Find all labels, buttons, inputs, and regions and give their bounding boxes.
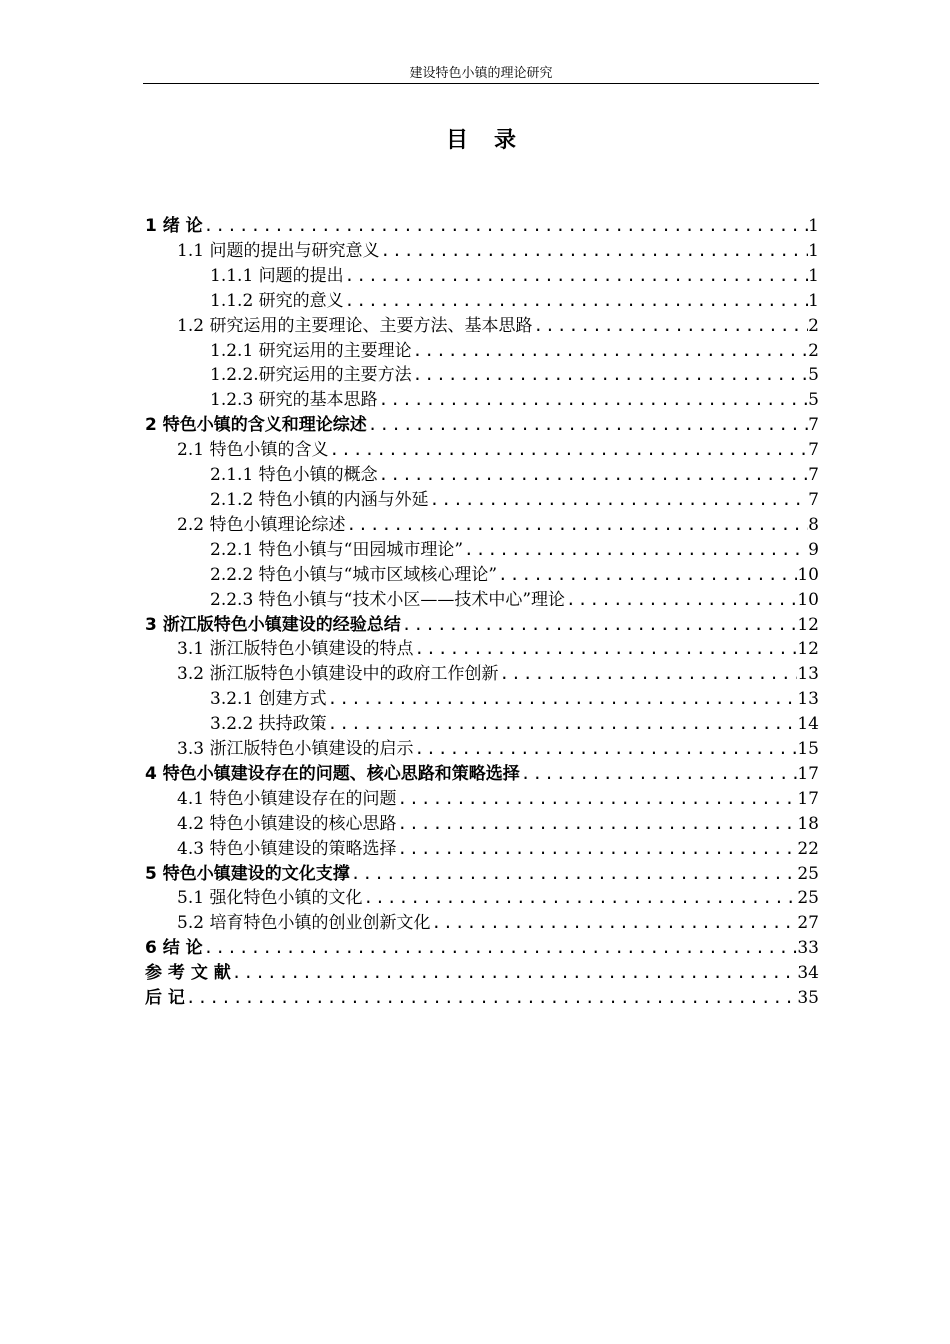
- toc-entry-page: 2: [808, 315, 819, 336]
- toc-entry-label: 1.2.2.研究运用的主要方法: [210, 365, 412, 386]
- toc-entry-page: 7: [808, 440, 819, 461]
- toc-entry[interactable]: [143, 538, 819, 563]
- toc-dot-leader: [185, 986, 797, 1011]
- toc-entry-label: 3.2.1 创建方式: [210, 689, 327, 710]
- toc-dot-leader: [412, 363, 809, 388]
- toc-dot-leader: [231, 961, 798, 986]
- toc-entry[interactable]: [143, 886, 819, 911]
- toc-entry-page: 7: [808, 489, 819, 510]
- toc-entry-page: 1: [808, 240, 819, 261]
- toc-dot-leader: [497, 563, 797, 588]
- toc-entry[interactable]: [143, 687, 819, 712]
- toc-entry[interactable]: [143, 837, 819, 862]
- toc-entry[interactable]: [143, 289, 819, 314]
- toc-dot-leader: [413, 637, 797, 662]
- toc-entry[interactable]: [143, 936, 819, 961]
- toc-entry[interactable]: [143, 239, 819, 264]
- toc-dot-leader: [345, 513, 808, 538]
- toc-dot-leader: [203, 214, 809, 239]
- toc-entry-page: 1: [808, 216, 819, 236]
- toc-dot-leader: [396, 837, 797, 862]
- toc-entry-page: 27: [797, 913, 819, 934]
- toc-entry-label: 2.1.1 特色小镇的概念: [210, 465, 378, 486]
- toc-dot-leader: [362, 886, 797, 911]
- toc-entry-label: 3.2.2 扶持政策: [210, 714, 327, 735]
- toc-entry-label: 3 浙江版特色小镇建设的经验总结: [145, 614, 401, 635]
- toc-dot-leader: [203, 936, 798, 961]
- toc-entry-label: 参 考 文 献: [145, 963, 231, 984]
- toc-entry[interactable]: [143, 588, 819, 613]
- toc-entry-page: 17: [797, 788, 819, 809]
- toc-dot-leader: [430, 911, 797, 936]
- toc-dot-leader: [412, 339, 809, 364]
- toc-entry-page: 5: [808, 390, 819, 411]
- toc-entry-label: 5.1 强化特色小镇的文化: [177, 888, 363, 909]
- toc-entry[interactable]: [143, 463, 819, 488]
- toc-entry-label: 5.2 培育特色小镇的创业创新文化: [177, 913, 431, 934]
- toc-entry-label: 1.2.1 研究运用的主要理论: [210, 340, 412, 361]
- toc-entry-label: 1.1 问题的提出与研究意义: [177, 240, 380, 261]
- toc-entry[interactable]: [143, 438, 819, 463]
- toc-entry-page: 5: [808, 365, 819, 386]
- toc-dot-leader: [401, 613, 798, 638]
- toc-dot-leader: [350, 862, 798, 887]
- toc-entry[interactable]: [143, 488, 819, 513]
- toc-entry-page: 33: [797, 938, 819, 959]
- toc-entry-label: 3.2 浙江版特色小镇建设中的政府工作创新: [177, 664, 499, 685]
- toc-entry-page: 1: [808, 265, 819, 286]
- toc-entry-page: 12: [797, 614, 819, 635]
- toc-entry-page: 10: [797, 564, 819, 585]
- toc-entry-page: 12: [797, 639, 819, 660]
- toc-entry[interactable]: [143, 513, 819, 538]
- toc-entry-label: 2 特色小镇的含义和理论综述: [145, 415, 367, 436]
- toc-entry[interactable]: [143, 339, 819, 364]
- toc-entry-label: 1 绪 论: [145, 216, 203, 236]
- toc-dot-leader: [378, 388, 809, 413]
- toc-entry-label: 1.1.1 问题的提出: [210, 265, 344, 286]
- toc-entry-label: 2.2 特色小镇理论综述: [177, 514, 346, 535]
- toc-entry-label: 5 特色小镇建设的文化支撑: [145, 863, 350, 884]
- toc-entry-page: 35: [797, 988, 819, 1009]
- toc-entry-label: 2.1 特色小镇的含义: [177, 440, 329, 461]
- toc-entry[interactable]: [143, 662, 819, 687]
- toc-entry-page: 1: [808, 290, 819, 311]
- toc-entry-label: 4 特色小镇建设存在的问题、核心思路和策略选择: [145, 763, 520, 784]
- toc-entry[interactable]: [143, 388, 819, 413]
- toc-entry[interactable]: [143, 413, 819, 438]
- toc-entry-page: 18: [797, 813, 819, 834]
- toc-dot-leader: [498, 662, 797, 687]
- toc-entry[interactable]: [143, 563, 819, 588]
- toc-dot-leader: [379, 239, 808, 264]
- toc-entry-page: 25: [797, 863, 819, 884]
- toc-entry-page: 7: [808, 415, 819, 436]
- toc-entry-label: 6 结 论: [145, 938, 203, 959]
- toc-entry[interactable]: [143, 214, 819, 239]
- toc-entry-page: 14: [797, 714, 819, 735]
- toc-entry[interactable]: [143, 787, 819, 812]
- toc-dot-leader: [396, 787, 797, 812]
- toc-entry-page: 15: [797, 739, 819, 760]
- toc-entry-label: 后 记: [145, 988, 185, 1009]
- toc-entry[interactable]: [143, 613, 819, 638]
- toc-entry[interactable]: [143, 911, 819, 936]
- toc-entry[interactable]: [143, 986, 819, 1011]
- toc-dot-leader: [532, 314, 808, 339]
- table-of-contents: [143, 214, 819, 1011]
- toc-entry-label: 3.3 浙江版特色小镇建设的启示: [177, 739, 414, 760]
- toc-entry-page: 9: [808, 539, 819, 560]
- toc-entry-label: 1.2 研究运用的主要理论、主要方法、基本思路: [177, 315, 533, 336]
- toc-entry-page: 7: [808, 465, 819, 486]
- toc-entry-page: 34: [797, 963, 819, 984]
- toc-dot-leader: [463, 538, 808, 563]
- running-header: 建设特色小镇的理论研究: [409, 66, 553, 81]
- toc-entry[interactable]: [143, 264, 819, 289]
- toc-entry-label: 2.1.2 特色小镇的内涵与外延: [210, 489, 429, 510]
- toc-entry-label: 1.1.2 研究的意义: [210, 290, 344, 311]
- toc-entry-label: 4.2 特色小镇建设的核心思路: [177, 813, 397, 834]
- toc-dot-leader: [429, 488, 809, 513]
- toc-entry-label: 4.3 特色小镇建设的策略选择: [177, 838, 397, 859]
- toc-entry-page: 22: [797, 838, 819, 859]
- toc-dot-leader: [328, 438, 808, 463]
- header-rule: [143, 83, 819, 84]
- toc-entry[interactable]: [143, 637, 819, 662]
- toc-entry-label: 2.2.2 特色小镇与“城市区域核心理论”: [210, 564, 498, 585]
- toc-entry-label: 1.2.3 研究的基本思路: [210, 390, 378, 411]
- toc-dot-leader: [565, 588, 797, 613]
- toc-dot-leader: [344, 264, 809, 289]
- toc-entry-page: 2: [808, 340, 819, 361]
- toc-entry-page: 10: [797, 589, 819, 610]
- toc-dot-leader: [378, 463, 809, 488]
- toc-entry-label: 3.1 浙江版特色小镇建设的特点: [177, 639, 414, 660]
- toc-entry-page: 17: [797, 763, 819, 784]
- toc-entry-label: 2.2.3 特色小镇与“技术小区——技术中心”理论: [210, 589, 566, 610]
- toc-entry-page: 13: [797, 664, 819, 685]
- toc-entry-page: 25: [797, 888, 819, 909]
- toc-entry[interactable]: [143, 762, 819, 787]
- toc-dot-leader: [327, 712, 798, 737]
- toc-entry[interactable]: [143, 961, 819, 986]
- toc-title: 目录: [445, 128, 542, 153]
- toc-dot-leader: [396, 812, 797, 837]
- toc-entry[interactable]: [143, 737, 819, 762]
- toc-entry[interactable]: [143, 862, 819, 887]
- toc-entry-page: 8: [808, 514, 819, 535]
- toc-entry[interactable]: [143, 712, 819, 737]
- toc-entry-page: 13: [797, 689, 819, 710]
- toc-entry[interactable]: [143, 314, 819, 339]
- toc-dot-leader: [367, 413, 808, 438]
- toc-entry-label: 4.1 特色小镇建设存在的问题: [177, 788, 397, 809]
- toc-dot-leader: [344, 289, 809, 314]
- toc-dot-leader: [413, 737, 797, 762]
- toc-dot-leader: [520, 762, 798, 787]
- toc-entry-label: 2.2.1 特色小镇与“田园城市理论”: [210, 539, 464, 560]
- toc-entry[interactable]: [143, 363, 819, 388]
- toc-dot-leader: [327, 687, 798, 712]
- toc-entry[interactable]: [143, 812, 819, 837]
